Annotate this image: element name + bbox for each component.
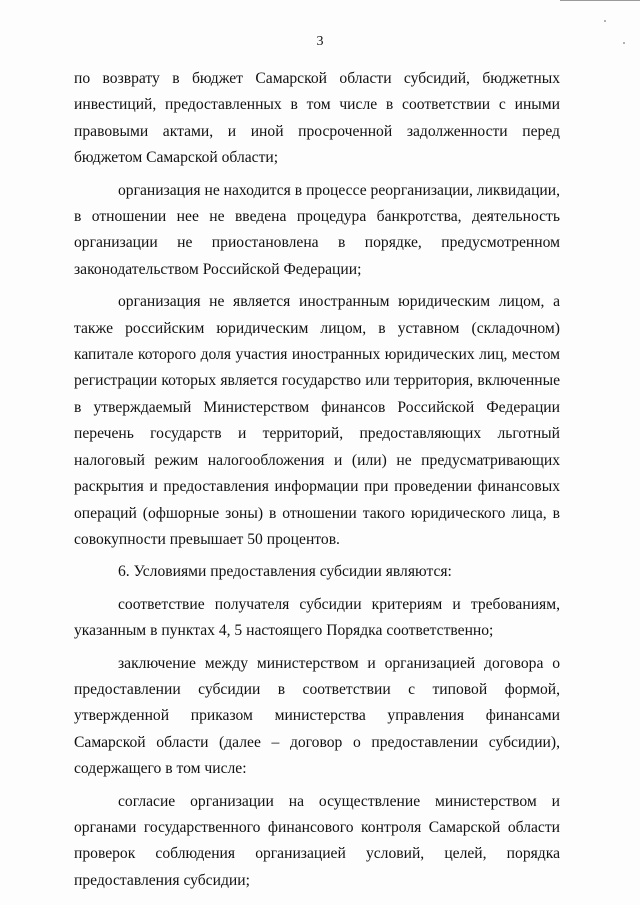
paragraph-foreign-entity: организация не является иностранным юридическим лицом, а также российским юридическим лицом, в уставном (складочном) капитале которого доля участия иностранных юридических лиц, местом регистрации которых является государство или территория, включенные в утверждаемый Министерством финансов Российской Федерации перечень государств и территорий, предоставляющих льготный налоговый режим налогообложения и (или) не предусматривающих раскрытия и предоставления информации при проведении финансовых операций (офшорные зоны) в отношении такого юридического лица, в совокупности превышает 50 процентов. [74, 293, 560, 548]
paragraph-reorganization: организация не находится в процессе реорганизации, ликвидации, в отношении нее не введена процедура банкротства, деятельность организации не приостановлена в порядке, предусмотренном законодательством Российской Федерации; [74, 181, 560, 278]
paragraph-section-6-heading: 6. Условиями предоставления субсидии являются: [118, 563, 452, 581]
paragraph-agreement: заключение между министерством и организацией договора о предоставлении субсидии в соответствии с типовой формой, утвержденной приказом министерства управления финансами Самарской области (далее – договор о предоставлении субсидии), содержащего в том числе: [74, 654, 560, 778]
paragraph-criteria-compliance: соответствие получателя субсидии критериям и требованиям, указанным в пунктах 4, 5 настоящего Порядка соответственно; [74, 595, 560, 640]
document-body [74, 66, 560, 900]
page-number: 3 [316, 34, 324, 49]
paragraph-budget-debt: по возврату в бюджет Самарской области субсидий, бюджетных инвестиций, предоставленных в том числе в соответствии с иными правовыми актами, и иной просроченной задолженности перед бюджетом Самарской области; [74, 70, 560, 167]
paragraph-consent-inspections: согласие организации на осуществление министерством и органами государственного финансового контроля Самарской области проверок соблюдения организацией условий, целей, порядка предоставления субсидии; [74, 792, 560, 889]
scan-edge-line [560, 0, 640, 1]
scan-speck [604, 20, 606, 22]
